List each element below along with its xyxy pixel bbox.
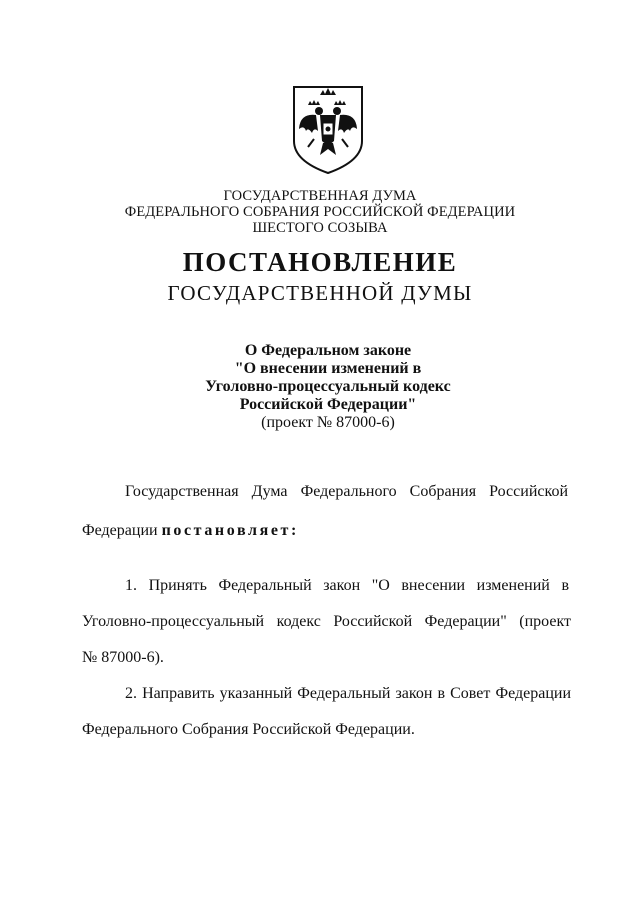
resolves-keyword: постановляет: bbox=[161, 522, 299, 539]
item-1-line-3: № 87000-6). bbox=[82, 649, 164, 666]
intro-prefix: Федерации bbox=[82, 522, 158, 539]
document-title: ПОСТАНОВЛЕНИЕ bbox=[182, 247, 458, 277]
law-heading-line: Российской Федерации" bbox=[239, 396, 417, 413]
law-heading bbox=[0, 342, 640, 432]
item-2-line-1: 2. Направить указанный Федеральный закон в Совет Федерации bbox=[125, 685, 571, 702]
law-heading-line: Уголовно-процессуальный кодекс bbox=[205, 378, 451, 395]
header-line-convocation: ШЕСТОГО СОЗЫВА bbox=[252, 220, 388, 236]
document-subtitle: ГОСУДАРСТВЕННОЙ ДУМЫ bbox=[167, 281, 473, 305]
law-heading-line: О Федеральном законе bbox=[244, 342, 412, 359]
issuer-header bbox=[0, 188, 640, 236]
header-line-duma: ГОСУДАРСТВЕННАЯ ДУМА bbox=[223, 188, 417, 204]
intro-line-2 bbox=[82, 522, 299, 540]
law-heading-line: "О внесении изменений в bbox=[234, 360, 422, 377]
item-2-line-2: Федерального Собрания Российской Федерации. bbox=[82, 721, 415, 738]
item-1-line-2: Уголовно-процессуальный кодекс Российской Федерации" (проект bbox=[82, 613, 571, 630]
item-1-line-1: 1. Принять Федеральный закон "О внесении изменений в bbox=[125, 577, 569, 594]
intro-line-1: Государственная Дума Федерального Собрания Российской bbox=[125, 483, 568, 500]
draft-number: (проект № 87000-6) bbox=[261, 414, 395, 431]
russian-coat-of-arms-icon bbox=[290, 83, 366, 175]
header-line-assembly: ФЕДЕРАЛЬНОГО СОБРАНИЯ РОССИЙСКОЙ ФЕДЕРАЦИИ bbox=[124, 204, 516, 220]
